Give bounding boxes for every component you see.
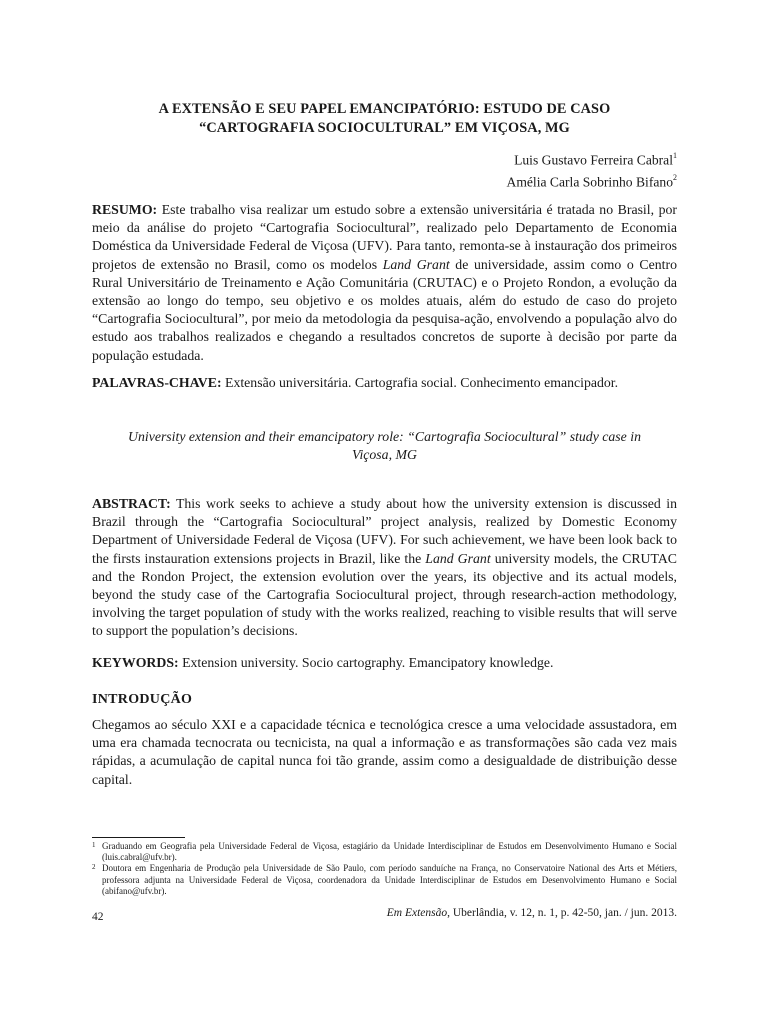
footnote-2-number: 2 [92, 863, 96, 872]
author-2 [92, 170, 677, 192]
resumo-paragraph [92, 201, 677, 365]
keywords-paragraph [92, 654, 677, 672]
abstract-paragraph [92, 495, 677, 641]
footnote-1 [92, 841, 677, 863]
english-title [92, 428, 677, 464]
resumo-text-2: de universidade, assim como o Centro Rural Universitário de Treinamento e Ação Comunitária (CRUTAC) e o Projeto Rondon, a evolução da extensão ao longo do tempo, seu objetivo e os moldes atuais, além do estudo de caso do projeto “Cartografia Sociocultural”, por meio da metodologia da pesquisa-ação, envolvendo a população alvo do estudo aos trabalhos realizados e chegando a resultados concretos de suporte à decisão por parte da população estudada. [92, 256, 677, 363]
english-title-line-2: Viçosa, MG [352, 447, 417, 462]
english-title-line-1: University extension and their emancipatory role: “Cartografia Sociocultural” study case in [128, 429, 641, 444]
paper-title-line-2: “CARTOGRAFIA SOCIOCULTURAL” EM VIÇOSA, MG [199, 120, 570, 136]
citation-details: , Uberlândia, v. 12, n. 1, p. 42-50, jan. / jun. 2013. [447, 907, 677, 919]
palavras-chave-text: Extensão universitária. Cartografia social. Conhecimento emancipador. [225, 375, 619, 390]
journal-name: Em Extensão [386, 907, 448, 919]
paper-title-line-1: A EXTENSÃO E SEU PAPEL EMANCIPATÓRIO: ESTUDO DE CASO [158, 101, 611, 117]
footnote-2 [92, 863, 677, 897]
palavras-chave-paragraph [92, 374, 677, 392]
abstract-text-1: This work seeks to achieve a study about how the university extension is discussed in Brazil through the “Cartografia Sociocultural” project analysis, realized by Domestic Economy Department of Universidade Federal de Viçosa (UFV). For such achievement, we have been look back to the firsts instauration extensions projects in Brazil, like the [92, 496, 677, 566]
footnote-separator [92, 837, 185, 838]
abstract-label: ABSTRACT: [92, 496, 171, 511]
footnote-1-number: 1 [92, 841, 96, 849]
abstract-italic-term: Land Grant [425, 550, 491, 566]
author-1-name: Luis Gustavo Ferreira Cabral [514, 152, 673, 168]
abstract-text-2: university models, the CRUTAC and the Rondon Project, the extension evolution over the years, its objective and its actual models, beyond the study case of the Cartografia Sociocultural project, through research-action methodology, involving the target population of study with the works realized, reaching to visible results that will serve to support the population’s decisions. [92, 550, 677, 639]
keywords-text: Extension university. Socio cartography. Emancipatory knowledge. [182, 655, 554, 670]
keywords-label: KEYWORDS: [92, 655, 179, 670]
resumo-text-1: Este trabalho visa realizar um estudo sobre a extensão universitária é tratada no Brasil, por meio da análise do projeto “Cartografia Sociocultural”, realizado pelo Departamento de Economia Doméstica da Universidade Federal de Viçosa (UFV). Para tanto, remonta-se à instauração dos primeiros projetos de extensão no Brasil, como os modelos [92, 202, 677, 272]
author-list [92, 148, 677, 191]
resumo-italic-term: Land Grant [382, 256, 450, 272]
author-1 [92, 148, 677, 170]
introducao-paragraph: Chegamos ao século XXI e a capacidade técnica e tecnológica cresce a uma velocidade assustadora, em uma era chamada tecnocrata ou tecnicista, na qual a informação e as transformações são cada vez mais rápidas, a acumulação de capital nunca foi tão grande, assim como a desigualdade de distribuição desse capital. [92, 717, 677, 787]
resumo-label: RESUMO: [92, 202, 158, 217]
journal-citation [387, 907, 677, 919]
author-1-footnote-marker[interactable]: 1 [673, 151, 677, 160]
footnote-2-text: Doutora em Engenharia de Produção pela Universidade de São Paulo, com período sanduíche na França, no Conservatoire National des Arts et Métiers, professora adjunta na Universidade Federal de Viçosa, coordenadora da Unidade Interdisciplinar de Estudos em Desenvolvimento Humano e Social (abifano@ufv.br). [102, 863, 677, 896]
footnote-1-text: Graduando em Geografia pela Universidade Federal de Viçosa, estagiário da Unidade Interdisciplinar de Estudos em Desenvolvimento Humano e Social (luis.cabral@ufv.br). [102, 841, 677, 863]
author-2-footnote-marker[interactable]: 2 [673, 172, 677, 182]
author-2-name: Amélia Carla Sobrinho Bifano [506, 174, 673, 190]
paper-title [92, 100, 677, 138]
palavras-chave-label: PALAVRAS-CHAVE: [92, 375, 222, 390]
page-number: 42 [92, 911, 104, 923]
section-heading-introducao: INTRODUÇÃO [92, 692, 193, 707]
footnotes [92, 841, 677, 897]
